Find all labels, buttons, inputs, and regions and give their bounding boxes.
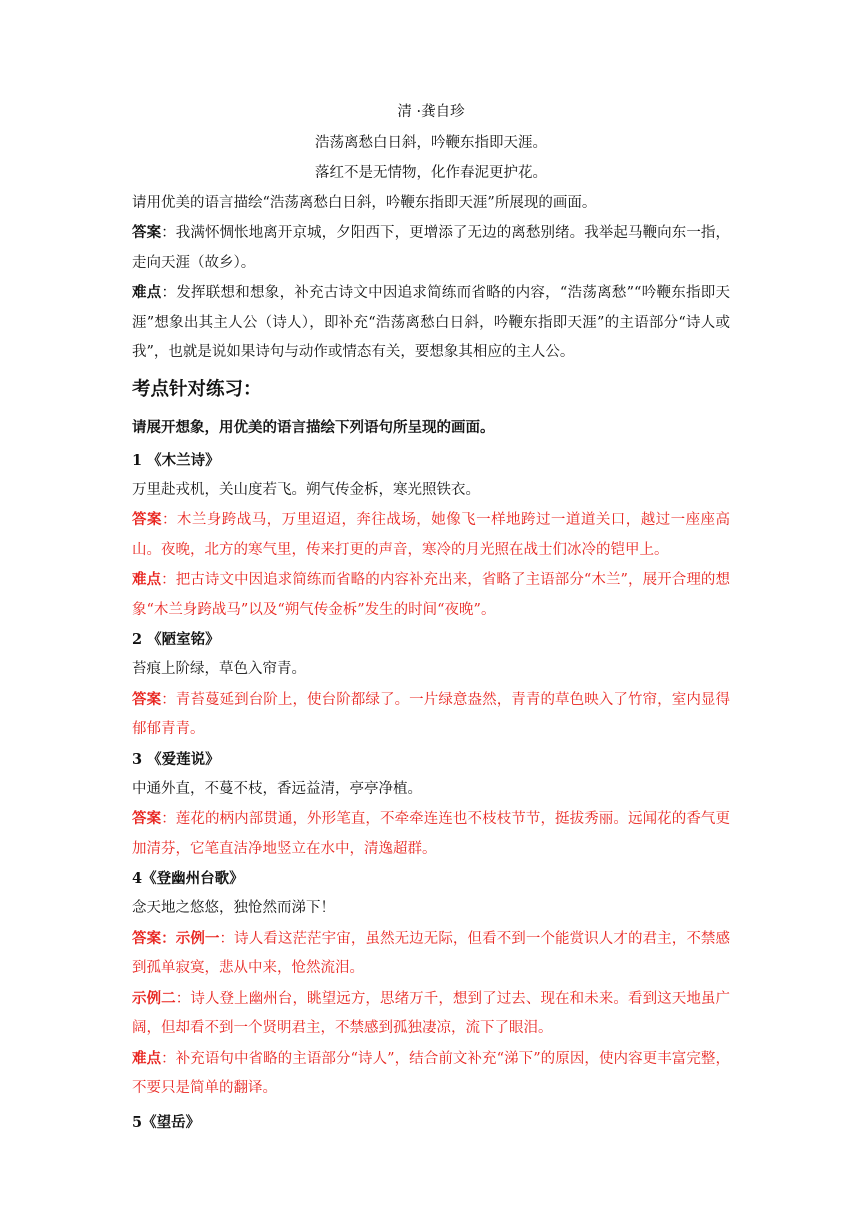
difficulty-label: 难点 — [132, 571, 162, 588]
item-answer — [132, 685, 730, 745]
answer-label: 答案 — [132, 224, 162, 241]
document-body — [132, 98, 730, 1138]
difficulty-text: ：把古诗文中因追求简练而省略的内容补充出来，省略了主语部分“木兰”，展开合理的想象“木兰身跨战马”以及“朔气传金柝”发生的时间“夜晚”。 — [132, 572, 730, 618]
answer-label: 答案 — [132, 690, 162, 708]
poem-line-2: 落红不是无情物，化作春泥更护花。 — [315, 165, 547, 181]
item-answer — [132, 505, 730, 565]
example-2-label: 示例二 — [132, 989, 176, 1007]
answer-text: ：我满怀惆怅地离开京城，夕阳西下，更增添了无边的离愁别绪。我举起马鞭向东一指，走向天涯（故乡）。 — [132, 225, 731, 271]
item-source: 念天地之悠悠，独怆然而涕下！ — [132, 900, 335, 916]
item-source: 万里赴戎机，关山度若飞。朔气传金柝，寒光照铁衣。 — [132, 481, 480, 498]
item-title: 3 《爱莲说》 — [132, 750, 220, 768]
difficulty-text: ：补充语句中省略的主语部分“诗人”，结合前文补充“涕下”的原因，使内容更丰富完整，不要只是简单的翻译。 — [132, 1050, 730, 1096]
poem-author: 清 ·龚自珍 — [397, 104, 465, 120]
difficulty-label: 难点 — [132, 284, 162, 301]
answer-text: ：青苔蔓延到台阶上，使台阶都绿了。一片绿意盎然，青青的草色映入了竹帘，室内显得郁郁青青。 — [132, 691, 731, 737]
example-difficulty — [132, 278, 730, 368]
item-answer — [132, 804, 730, 864]
answer-label: 答案：示例一 — [132, 929, 220, 947]
item-title: 1 《木兰诗》 — [132, 451, 220, 469]
example-answer — [132, 218, 730, 278]
item-title: 2 《陋室铭》 — [132, 631, 220, 648]
item-difficulty — [132, 565, 730, 625]
example-2-text: ：诗人登上幽州台，眺望远方，思绪万千，想到了过去、现在和未来。看到这天地虽广阔，但却看不到一个贤明君主，不禁感到孤独凄凉，流下了眼泪。 — [132, 990, 730, 1036]
answer-text: ：木兰身跨战马，万里迢迢，奔往战场，她像飞一样地跨过一道道关口，越过一座座高山。夜晚，北方的寒气里，传来打更的声音，寒冷的月光照在战士们冰冷的铠甲上。 — [132, 512, 731, 558]
difficulty-text: ：发挥联想和想象，补充古诗文中因追求简练而省略的内容，“浩荡离愁”“吟鞭东指即天涯”想象出其主人公（诗人），即补充“浩荡离愁白日斜，吟鞭东指即天涯”的主语部分“诗人或我”，也就是说如果诗句与动作或情态有关，要想象其相应的主人公。 — [132, 285, 730, 360]
item-source: 苔痕上阶绿，草色入帘青。 — [132, 661, 306, 677]
poem-line-1: 浩荡离愁白日斜，吟鞭东指即天涯。 — [315, 134, 547, 151]
answer-text: ：诗人看这茫茫宇宙，虽然无边无际，但看不到一个能赏识人才的君主，不禁感到孤单寂寞，悲从中来，怆然流泪。 — [132, 930, 731, 976]
item-source: 中通外直，不蔓不枝，香远益清，亭亭净植。 — [132, 780, 422, 797]
example-question: 请用优美的语言描绘“浩荡离愁白日斜，吟鞭东指即天涯”所展现的画面。 — [132, 194, 597, 211]
item-answer — [132, 924, 730, 984]
practice-instruction: 请展开想象，用优美的语言描绘下列语句所呈现的画面。 — [132, 418, 495, 436]
item-example-2 — [132, 984, 730, 1044]
item-title: 5《望岳》 — [132, 1113, 201, 1131]
practice-heading: 考点针对练习： — [132, 378, 262, 400]
answer-label: 答案 — [132, 810, 162, 827]
answer-text: ：莲花的柄内部贯通，外形笔直，不牵牵连连也不枝枝节节，挺拔秀丽。远闻花的香气更加清芬，它笔直洁净地竖立在水中，清逸超群。 — [132, 811, 731, 857]
item-title: 4《登幽州台歌》 — [132, 870, 244, 887]
difficulty-label: 难点 — [132, 1049, 162, 1067]
item-difficulty — [132, 1044, 730, 1104]
answer-label: 答案 — [132, 511, 162, 528]
